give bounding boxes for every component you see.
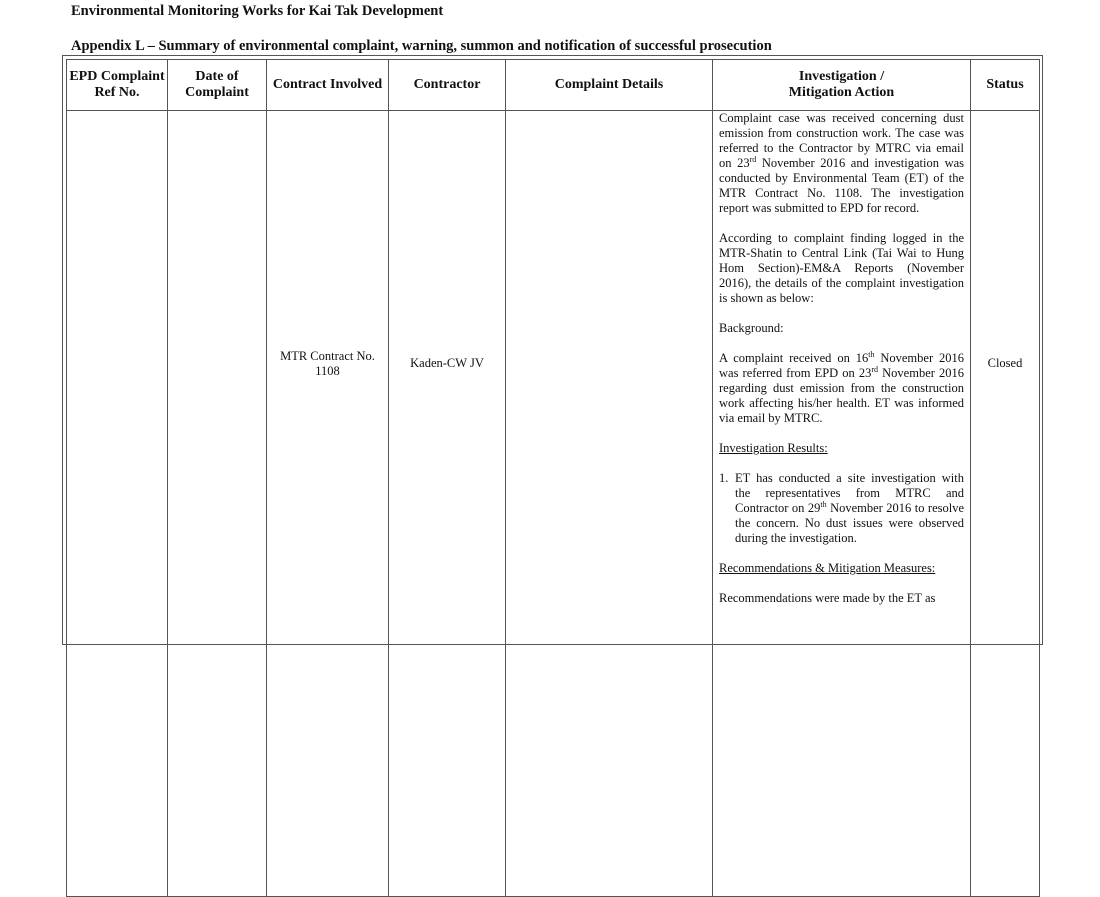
inv-p1-text-b: November 2016 and investigation was conducted by Environmental Team (ET) of the MTR Contract No. 1108. The investigation report was submitted to EPD for record.	[719, 156, 965, 215]
inv-result-1-text-b: November 2016 to resolve the concern. No dust issues were observed during the investigation.	[735, 501, 964, 545]
header-date: Date of Complaint	[168, 60, 267, 111]
header-investigation-text: Investigation / Mitigation Action	[788, 69, 895, 100]
cell-contract	[267, 111, 389, 897]
header-ref-no: EPD Complaint Ref No.	[67, 60, 168, 111]
inv-paragraph-1	[719, 111, 964, 216]
cell-contract-text: MTR Contract No. 1108	[280, 349, 375, 378]
inv-p4-sup2: rd	[871, 364, 879, 374]
inv-result-1-num: 1.	[719, 471, 729, 485]
header-contractor: Contractor	[389, 60, 506, 111]
inv-result-1-sup: th	[820, 499, 827, 509]
table-header-row	[67, 60, 1040, 111]
cell-investigation	[713, 111, 971, 897]
inv-result-1-text	[735, 471, 964, 546]
inv-p4-text-c: November 2016 regarding dust emission from the construction work affecting his/her health. ET was informed via email by MTRC.	[719, 366, 964, 425]
cell-status: Closed	[971, 111, 1040, 897]
inv-results-heading: Investigation Results:	[719, 441, 828, 455]
document-title: Environmental Monitoring Works for Kai Tak Development	[71, 3, 444, 19]
inv-p1-text-a: Complaint case was received concerning dust emission from construction work. The case was referred to the Contractor by MTRC via email on 23	[719, 111, 964, 170]
table-row	[67, 111, 1040, 897]
header-investigation	[713, 60, 971, 111]
inv-recommend-heading: Recommendations & Mitigation Measures:	[719, 561, 936, 575]
header-details: Complaint Details	[506, 60, 713, 111]
inv-result-1-text-a: ET has conducted a site investigation with the representatives from MTRC and Contractor on 29	[735, 471, 964, 515]
cell-date	[168, 111, 267, 897]
inv-p1-sup: rd	[749, 154, 757, 164]
header-status: Status	[971, 60, 1040, 111]
header-contract: Contract Involved	[267, 60, 389, 111]
inv-paragraph-2: According to complaint finding logged in the MTR-Shatin to Central Link (Tai Wai to Hung Hom Section)-EM&A Reports (November 2016), the details of the complaint investigation is shown as below:	[719, 231, 964, 305]
inv-p4-sup1: th	[868, 349, 875, 359]
inv-results-list	[719, 471, 964, 546]
cell-ref-no	[67, 111, 168, 897]
appendix-title: Appendix L – Summary of environmental complaint, warning, summon and notification of successful prosecution	[71, 38, 772, 54]
inv-paragraph-5: Recommendations were made by the ET as	[719, 591, 936, 605]
inv-background-label: Background:	[719, 321, 784, 335]
inv-p4-text-b: November 2016 was referred from EPD on 23	[719, 351, 964, 380]
cell-details	[506, 111, 713, 897]
complaint-summary-table	[66, 59, 1040, 897]
cell-contractor: Kaden-CW JV	[389, 111, 506, 897]
inv-paragraph-4	[719, 351, 964, 426]
inv-p4-text-a: A complaint received on 16	[719, 351, 869, 365]
